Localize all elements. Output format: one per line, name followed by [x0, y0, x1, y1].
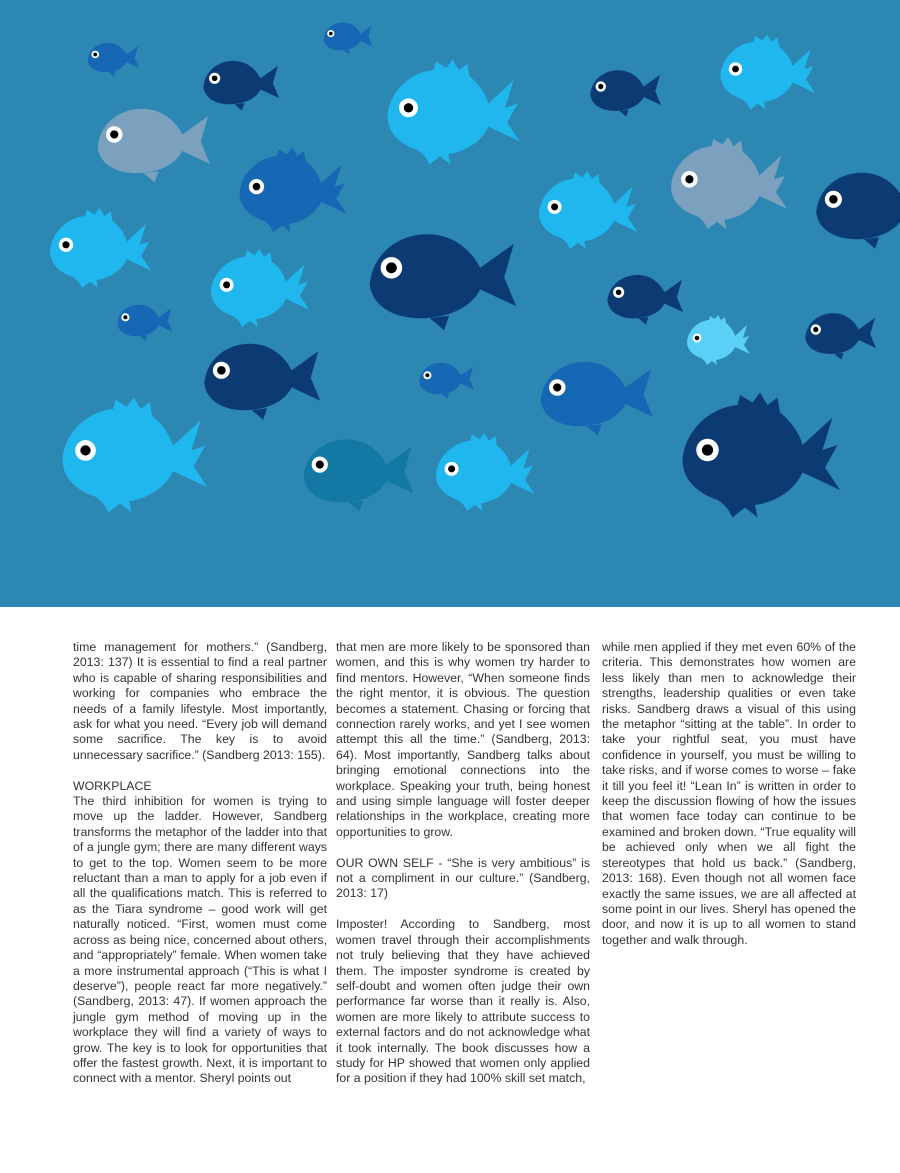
fish-icon: [607, 275, 683, 325]
text-column-1: [73, 640, 327, 1102]
fish-icon: [388, 60, 520, 165]
fish-icon: [805, 313, 876, 359]
paragraph: time management for mothers.” (Sandberg, 2013: 137) It is essential to find a real partner who is capable of sharing responsibilities and working for companies who embrace the needs of a family lifestyle. Most importantly, ask for what you need. “Every job will demand some sacrifice. The key is to avoid unnecessary sacrifice.” (Sandberg 2013: 155).: [73, 640, 327, 762]
fish-icon: [88, 43, 139, 77]
fish-icon: [590, 70, 661, 116]
section-heading-workplace: WORKPLACE: [73, 778, 152, 793]
paragraph: while men applied if they met even 60% of the criteria. This demonstrates how women are less likely than men to acknowledge their strengths, leadership qualities or even take risks. Sandberg draws a visual of this using the metaphor “sitting at the table”. In order to take your rightful seat, you must have confidence in yourself, you must be willing to take risks, and if worse comes to worse – fake it till you feel it! “Lean In” is written in order to keep the discussion flowing of how the issues that women face today can continue to be examined and broken down. “True equality will be achieved only when we all fight the stereotypes that hold us back.” (Sandberg, 2013: 168). Even though not all women face exactly the same issues, we are all affected at some point in our lives. Sheryl has opened the door, and now it is up to all women to stand together and walk through.: [602, 640, 856, 947]
fish-icon: [63, 398, 208, 513]
fish-icon: [240, 148, 347, 233]
fish-icon: [816, 173, 900, 249]
section-heading-our-own-self: OUR OWN SELF - “She is very ambitious” is not a compliment in our culture.” (Sandberg, 2013: 17): [336, 855, 590, 901]
fish-icon: [671, 137, 787, 229]
fish-icon: [541, 362, 653, 436]
fish-icon: [98, 109, 210, 183]
text-column-3: [602, 640, 856, 964]
fish-icon: [370, 234, 516, 330]
text-column-2: [336, 640, 590, 1102]
fish-icon: [687, 315, 750, 365]
fish-icon: [204, 344, 320, 420]
fish-icon: [324, 22, 373, 54]
fish-icon: [117, 305, 172, 341]
paragraph: The third inhibition for women is trying to move up the ladder. However, Sandberg transforms the metaphor of the ladder into that of a jungle gym; there are many different ways to get to the top. Women seem to be more reluctant than a man to apply for a job even if all the qualifications match. This is referred to as the Tiara syndrome – good work will get naturally noticed. “First, women must come across as being nice, concerned about others, and “appropriately” female. When women take a more instrumental approach (“This is what I deserve”), people react far more negatively.” (Sandberg, 2013: 47). If women approach the jungle gym method of moving up in the workplace they will find a variety of ways to grow. The key is to look for opportunities that offer the fastest growth. Next, it is important to connect with a mentor. Sheryl points out: [73, 794, 327, 1086]
paragraph: Imposter! According to Sandberg, most women travel through their accomplishments not truly believing that they have achieved them. The imposter syndrome is created by self-doubt and women often judge their own performance far worse than it really is. Also, women are more likely to attribute success to external factors and do not acknowledge what it took internally. The book discusses how a study for HP showed that women only applied for a position if they had 100% skill set match,: [336, 917, 590, 1086]
fish-icon: [211, 249, 309, 327]
fish-icon: [419, 363, 474, 399]
fish-icon: [721, 35, 816, 110]
paragraph: that men are more likely to be sponsored than women, and this is why women try harder to find mentors. However, “When someone finds the right mentor, it is obvious. The question becomes a statement. Chasing or forcing that connection rarely works, and yet I see women attempt this all the time.” (Sandberg, 2013: 64). Most importantly, Sandberg talks about bringing emotional connections into the workplace. Speaking your truth, being honest and using simple language will foster deeper relationships in the workplace, creating more opportunities to grow.: [336, 640, 590, 839]
fish-icon: [50, 208, 151, 288]
fish-icon: [436, 433, 534, 511]
fish-icon: [683, 393, 841, 518]
fish-icon: [203, 61, 279, 111]
fish-icon: [539, 171, 637, 249]
fish-icon: [304, 439, 414, 511]
